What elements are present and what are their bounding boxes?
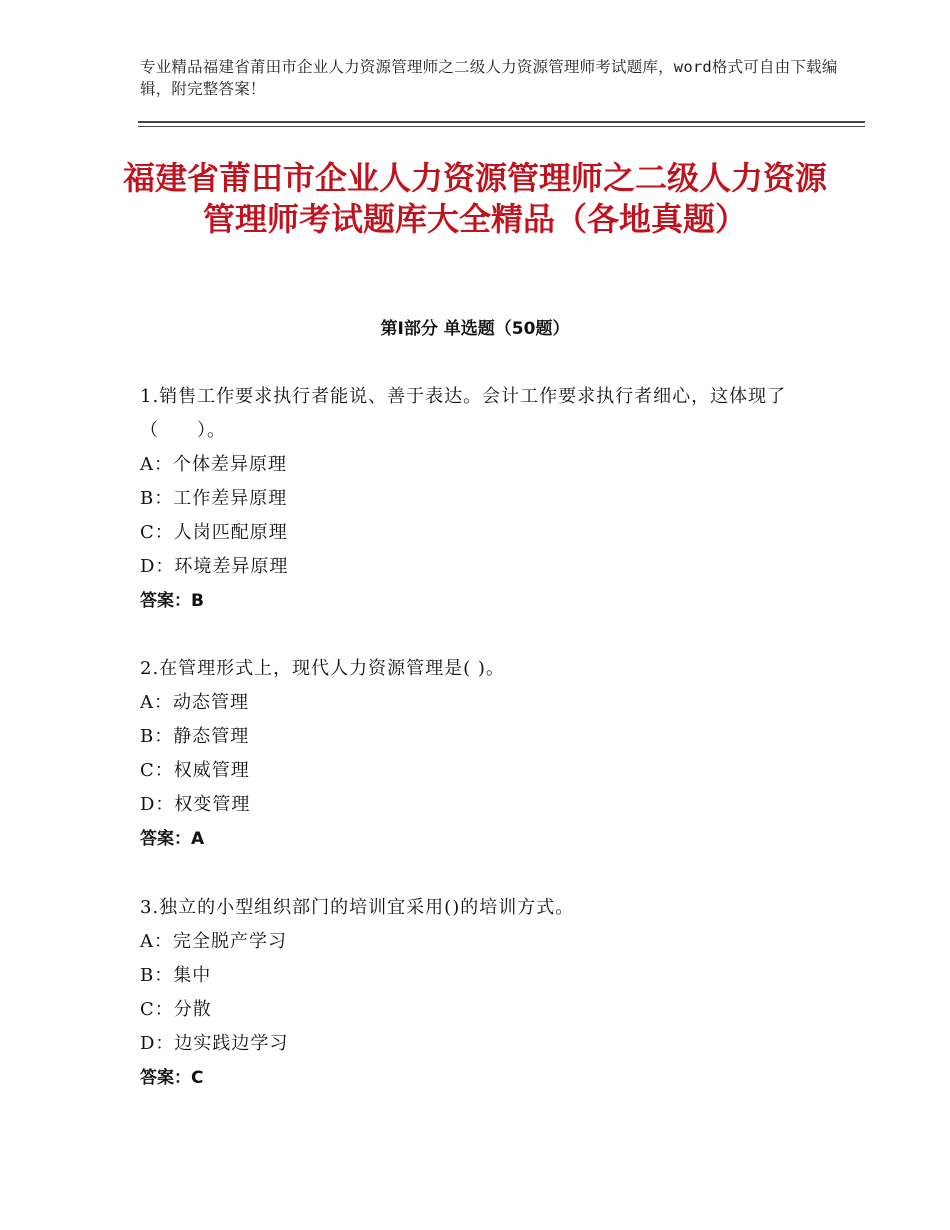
option-a: A：动态管理 <box>140 692 249 713</box>
option-b: B：集中 <box>140 965 212 986</box>
option-d: D：环境差异原理 <box>140 556 289 577</box>
option-c: C：分散 <box>140 999 212 1020</box>
answer: 答案：C <box>140 1068 204 1088</box>
option-d: D：权变管理 <box>140 794 251 815</box>
question-1 <box>140 380 820 618</box>
answer: 答案：A <box>140 829 205 849</box>
question-stem: 1.销售工作要求执行者能说、善于表达。会计工作要求执行者细心，这体现了（ ）。 <box>140 386 787 441</box>
question-3 <box>140 891 820 1095</box>
header-rule-thick <box>138 121 865 123</box>
header-rule-thin <box>138 126 865 127</box>
question-stem: 2.在管理形式上，现代人力资源管理是( )。 <box>140 658 505 679</box>
option-b: B：工作差异原理 <box>140 488 288 509</box>
option-a: A：完全脱产学习 <box>140 931 287 952</box>
question-stem: 3.独立的小型组织部门的培训宜采用()的培训方式。 <box>140 897 575 918</box>
section-title: 第Ⅰ部分 单选题（50题） <box>380 319 570 339</box>
answer: 答案：B <box>140 591 204 611</box>
option-c: C：人岗匹配原理 <box>140 522 288 543</box>
question-2 <box>140 652 820 856</box>
option-c: C：权威管理 <box>140 760 250 781</box>
document-title: 福建省莆田市企业人力资源管理师之二级人力资源管理师考试题库大全精品（各地真题） <box>122 159 827 238</box>
option-d: D：边实践边学习 <box>140 1033 289 1054</box>
option-a: A：个体差异原理 <box>140 454 287 475</box>
header-note: 专业精品福建省莆田市企业人力资源管理师之二级人力资源管理师考试题库，word格式可自由下载编辑，附完整答案！ <box>140 58 838 98</box>
option-b: B：静态管理 <box>140 726 250 747</box>
